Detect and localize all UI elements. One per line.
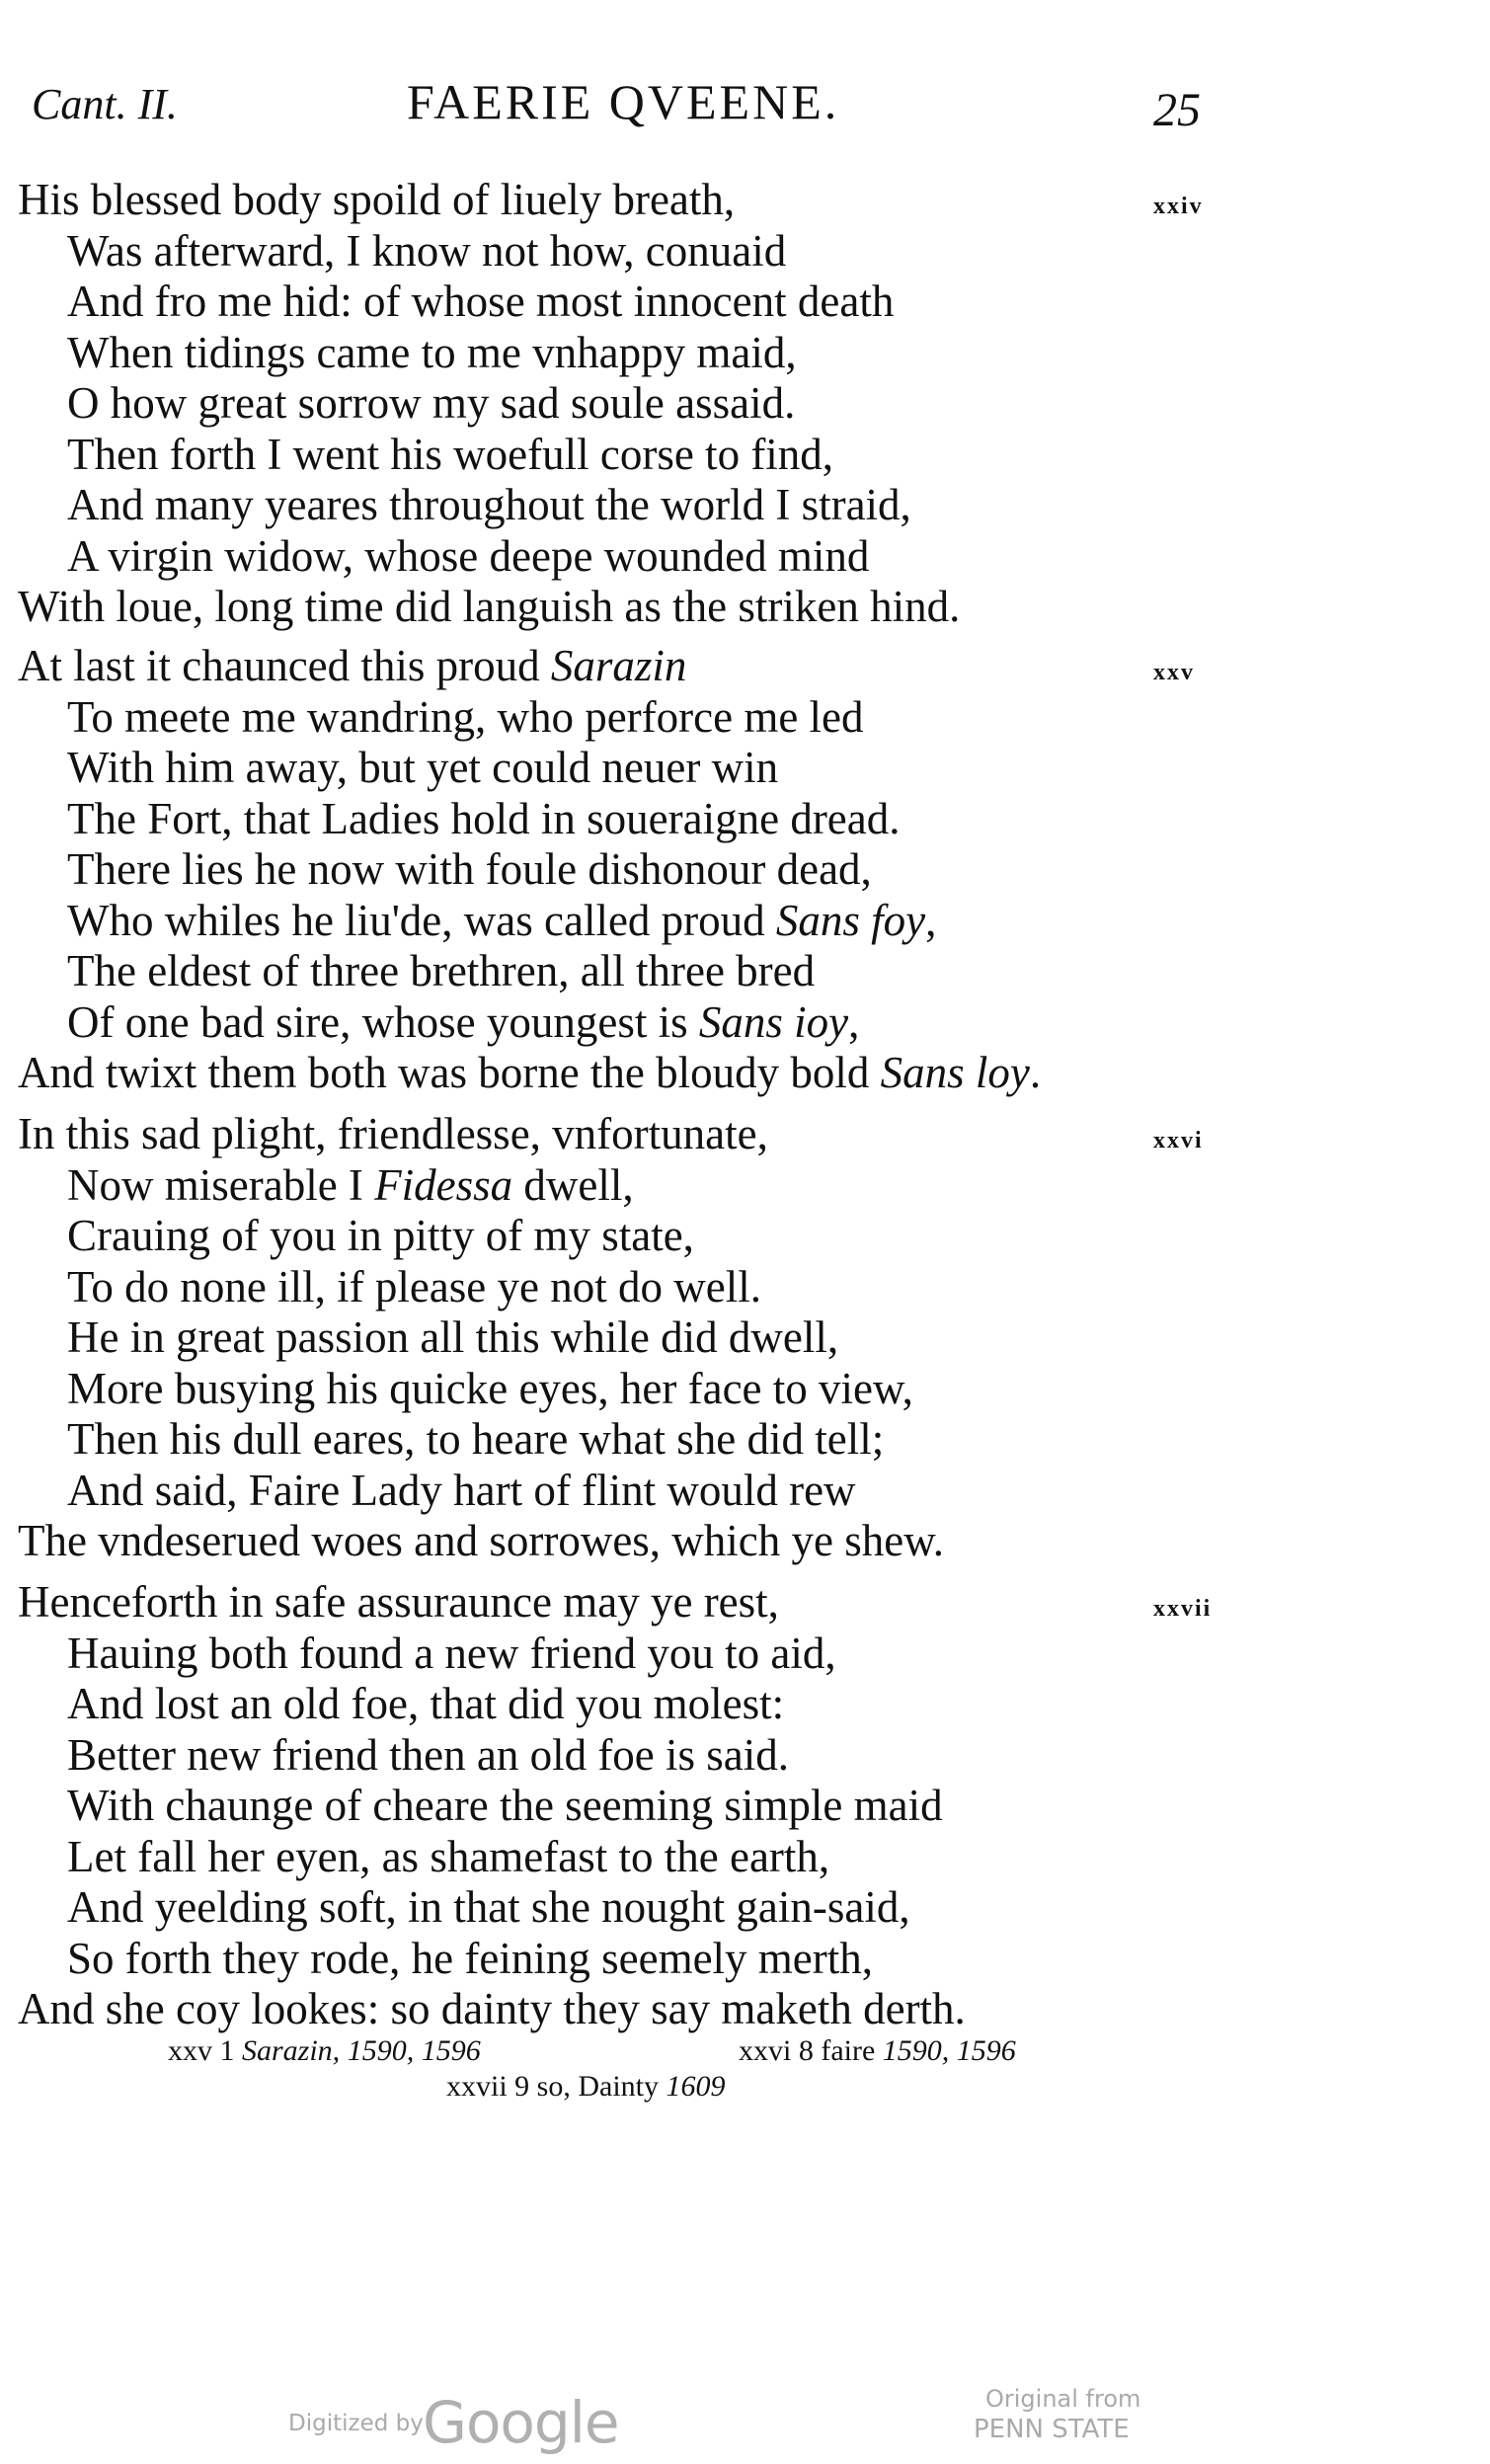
verse-line: With loue, long time did languish as the striken hind.: [18, 582, 961, 631]
google-logo: Google: [423, 2389, 619, 2456]
verse-line: In this sad plight, friendlesse, vnfortunate,: [18, 1109, 768, 1158]
note-line: xxv 1 Sarazin, 1590, 1596: [168, 2034, 481, 2067]
verse-line: The eldest of three brethren, all three bred: [67, 946, 816, 995]
page-number: 25: [1153, 84, 1201, 136]
verse-line: O how great sorrow my sad soule assaid.: [67, 378, 796, 428]
note-line: xxvi 8 faire 1590, 1596: [739, 2034, 1016, 2067]
original-from-label: Original from: [985, 2385, 1141, 2413]
verse-line: There lies he now with foule dishonour dead,: [67, 844, 872, 894]
verse-line: Let fall her eyen, as shamefast to the earth,: [67, 1831, 830, 1881]
digitization-footer: [0, 2375, 1490, 2464]
stanza-number: xxvi: [1153, 1128, 1204, 1153]
canto-label: Cant. II.: [32, 80, 178, 128]
verse-line: Henceforth in safe assuraunce may ye rest,: [18, 1577, 779, 1627]
verse-line: And many yeares throughout the world I straid,: [67, 480, 911, 529]
verse-line: And lost an old foe, that did you molest:: [67, 1679, 785, 1728]
verse-line: And twixt them both was borne the bloudy bold Sans loy.: [18, 1048, 1042, 1097]
page-title: FAERIE QVEENE.: [407, 74, 840, 129]
verse-line: And she coy lookes: so dainty they say maketh derth.: [18, 1984, 966, 2033]
verse-line: Hauing both found a new friend you to aid,: [67, 1628, 836, 1678]
verse-line: Better new friend then an old foe is said.: [67, 1729, 790, 1780]
verse-line: And fro me hid: of whose most innocent death: [67, 277, 895, 326]
verse-line: More busying his quicke eyes, her face to view,: [67, 1363, 913, 1413]
stanza-number: xxv: [1153, 660, 1195, 685]
verse-line: Then forth I went his woefull corse to find,: [67, 429, 834, 479]
digitized-by-label: Digitized by: [288, 2411, 424, 2436]
verse-line: Was afterward, I know not how, conuaid: [67, 225, 787, 276]
verse-line: Of one bad sire, whose youngest is Sans ioy,: [67, 996, 860, 1047]
verse-line: And said, Faire Lady hart of flint would rew: [67, 1465, 856, 1515]
verse-line: With chaunge of cheare the seeming simple maid: [67, 1781, 943, 1830]
verse-line: To do none ill, if please ye not do well.: [67, 1261, 761, 1311]
verse-line: The Fort, that Ladies hold in soueraigne dread.: [67, 793, 901, 843]
verse-line: With him away, but yet could neuer win: [67, 743, 779, 792]
institution-name: PENN STATE: [974, 2415, 1130, 2444]
verse-line: Now miserable I Fidessa dwell,: [67, 1159, 634, 1210]
verse-line: To meete me wandring, who perforce me led: [67, 691, 864, 742]
verse-line: A virgin widow, whose deepe wounded mind: [67, 530, 870, 581]
verse-line: When tidings came to me vnhappy maid,: [67, 327, 797, 377]
verse-line: He in great passion all this while did dwell,: [67, 1312, 839, 1362]
stanza-number: xxiv: [1153, 194, 1204, 219]
note-line: xxvii 9 so, Dainty 1609: [446, 2070, 726, 2103]
verse-line: And yeelding soft, in that she nought gain-said,: [67, 1882, 910, 1932]
verse-line: Who whiles he liu'de, was called proud Sans foy,: [67, 895, 937, 945]
verse-line: His blessed body spoild of liuely breath,: [18, 175, 736, 224]
verse-line: The vndeserued woes and sorrowes, which ye shew.: [18, 1516, 945, 1565]
stanza-number: xxvii: [1153, 1596, 1213, 1622]
running-header: [0, 69, 1490, 138]
verse-line: Then his dull eares, to heare what she did tell;: [67, 1414, 885, 1464]
verse-line: So forth they rode, he feining seemely merth,: [67, 1933, 874, 1983]
verse-line: At last it chaunced this proud Sarazin: [18, 641, 687, 690]
verse-line: Crauing of you in pitty of my state,: [67, 1211, 694, 1260]
